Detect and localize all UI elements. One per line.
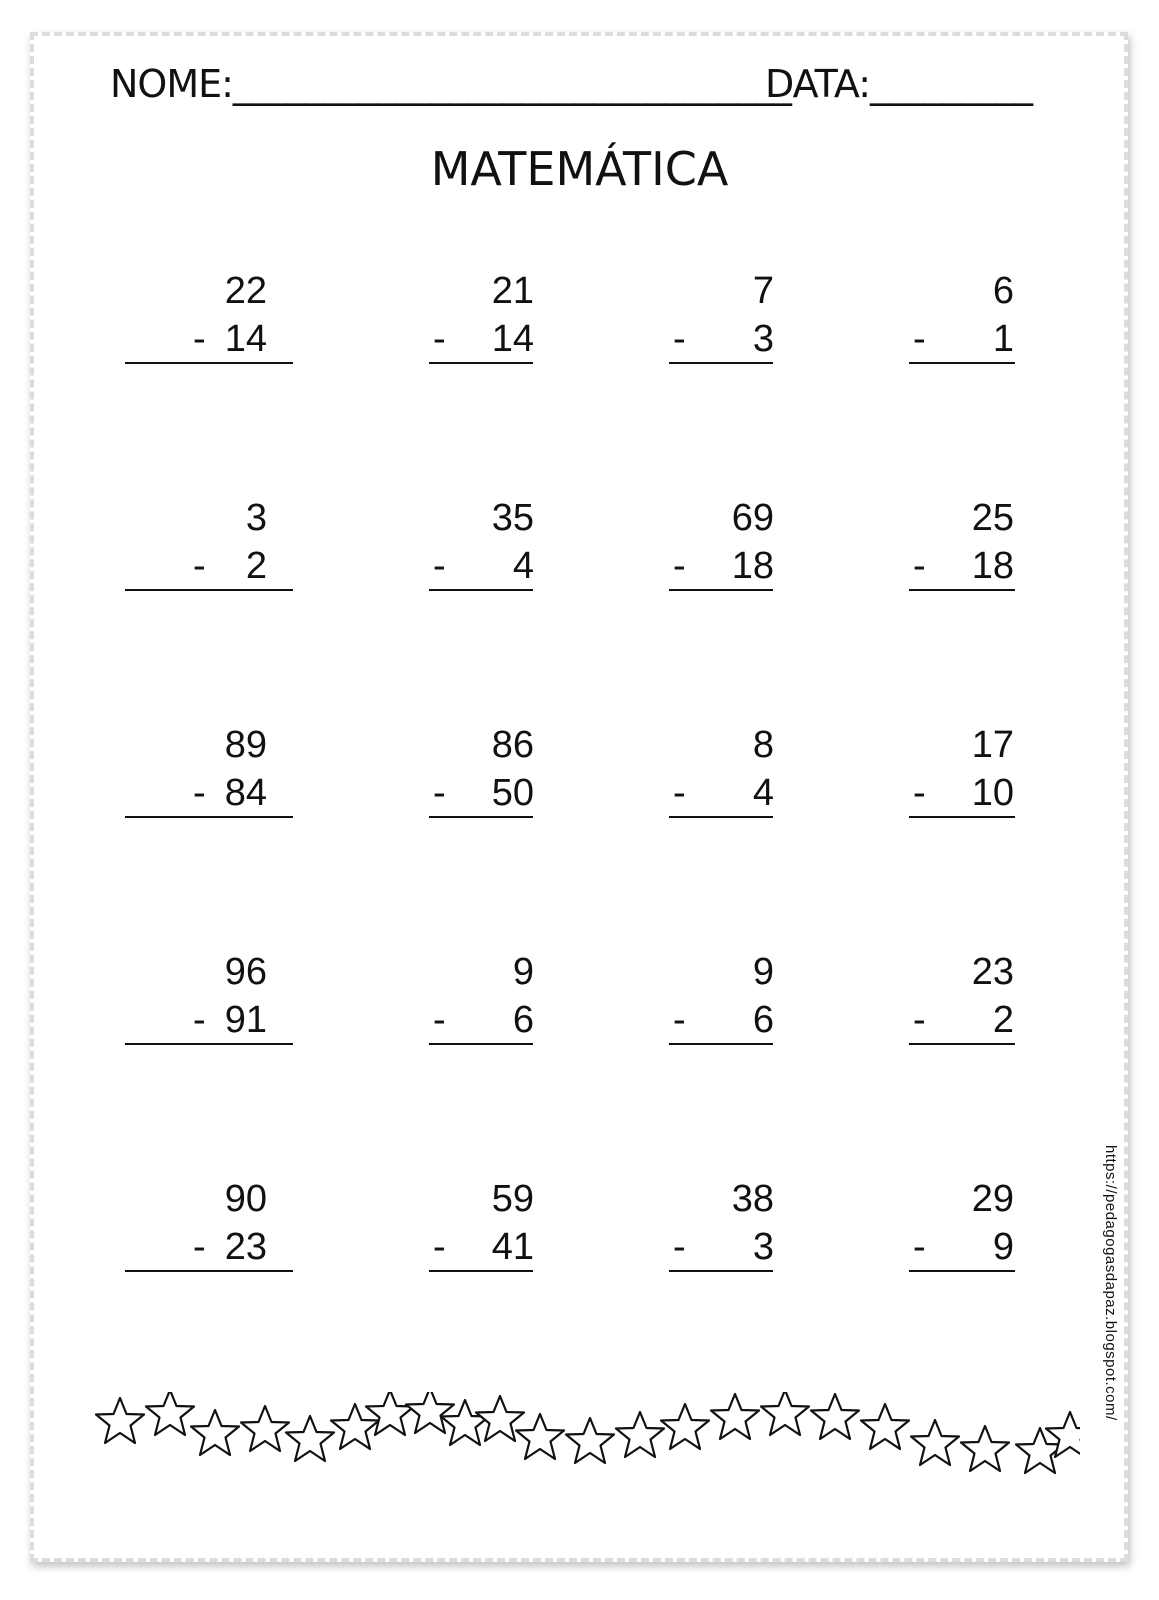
subtrahend: 18 [971, 545, 1014, 587]
subtraction-problem [909, 1178, 1059, 1278]
minuend: 59 [491, 1178, 534, 1220]
minus-sign: - [913, 318, 926, 360]
minuend: 69 [731, 497, 774, 539]
subtrahend: 91 [224, 999, 267, 1041]
minus-sign: - [433, 545, 446, 587]
subtraction-problem [429, 951, 579, 1051]
minuend: 7 [752, 270, 774, 312]
minus-sign: - [433, 999, 446, 1041]
minus-sign: - [193, 999, 206, 1041]
subtrahend: 2 [992, 999, 1014, 1041]
header-row [110, 62, 1033, 112]
name-field-label: NOME:_______________________________ [110, 62, 791, 106]
subtraction-problem [909, 951, 1059, 1051]
minus-sign: - [433, 318, 446, 360]
answer-line [669, 816, 773, 818]
answer-line [429, 1043, 533, 1045]
answer-line [125, 589, 293, 591]
subtraction-problem [429, 497, 579, 597]
minus-sign: - [913, 1226, 926, 1268]
subtrahend: 9 [992, 1226, 1014, 1268]
subtraction-problem [909, 270, 1059, 370]
answer-line [125, 816, 293, 818]
minuend: 6 [992, 270, 1014, 312]
subtrahend: 50 [491, 772, 534, 814]
minuend: 9 [512, 951, 534, 993]
answer-line [909, 1043, 1015, 1045]
minus-sign: - [673, 318, 686, 360]
subtraction-problem [125, 951, 275, 1051]
subtrahend: 3 [752, 318, 774, 360]
minuend: 96 [224, 951, 267, 993]
subtraction-problem [669, 951, 819, 1051]
answer-line [669, 362, 773, 364]
answer-line [669, 589, 773, 591]
minuend: 21 [491, 270, 534, 312]
subtrahend: 10 [971, 772, 1014, 814]
minus-sign: - [193, 772, 206, 814]
minuend: 23 [971, 951, 1014, 993]
minus-sign: - [673, 545, 686, 587]
subtrahend: 14 [224, 318, 267, 360]
minuend: 9 [752, 951, 774, 993]
subtraction-problem [125, 724, 275, 824]
subtrahend: 84 [224, 772, 267, 814]
answer-line [669, 1270, 773, 1272]
date-field-label: DATA:_________ [765, 62, 1033, 106]
minuend: 86 [491, 724, 534, 766]
minuend: 35 [491, 497, 534, 539]
minus-sign: - [673, 1226, 686, 1268]
answer-line [429, 589, 533, 591]
minuend: 89 [224, 724, 267, 766]
answer-line [429, 362, 533, 364]
subtraction-problem [909, 724, 1059, 824]
minuend: 29 [971, 1178, 1014, 1220]
source-url-watermark: https://pedagogasdapaz.blogspot.com/ [1102, 1145, 1119, 1421]
minuend: 22 [224, 270, 267, 312]
subtrahend: 4 [752, 772, 774, 814]
subtrahend: 2 [245, 545, 267, 587]
minus-sign: - [913, 772, 926, 814]
minus-sign: - [433, 772, 446, 814]
minus-sign: - [433, 1226, 446, 1268]
minuend: 90 [224, 1178, 267, 1220]
subtrahend: 23 [224, 1226, 267, 1268]
subtraction-problem [669, 724, 819, 824]
minuend: 25 [971, 497, 1014, 539]
subtraction-problem [669, 497, 819, 597]
answer-line [125, 1270, 293, 1272]
star-border-icon [95, 1392, 1080, 1482]
subtrahend: 18 [731, 545, 774, 587]
subtrahend: 3 [752, 1226, 774, 1268]
subtraction-problem [669, 1178, 819, 1278]
subtraction-problem [429, 724, 579, 824]
minus-sign: - [193, 318, 206, 360]
answer-line [909, 362, 1015, 364]
subtrahend: 14 [491, 318, 534, 360]
subtraction-problem [125, 497, 275, 597]
minus-sign: - [913, 545, 926, 587]
minuend: 8 [752, 724, 774, 766]
subtrahend: 1 [992, 318, 1014, 360]
answer-line [125, 1043, 293, 1045]
answer-line [125, 362, 293, 364]
subtraction-problem [669, 270, 819, 370]
subtrahend: 6 [512, 999, 534, 1041]
subtraction-problem [125, 270, 275, 370]
subtraction-problem [429, 1178, 579, 1278]
subtrahend: 41 [491, 1226, 534, 1268]
minuend: 17 [971, 724, 1014, 766]
page-title: MATEMÁTICA [430, 142, 729, 196]
subtraction-problem [429, 270, 579, 370]
minus-sign: - [193, 545, 206, 587]
answer-line [909, 589, 1015, 591]
minus-sign: - [673, 772, 686, 814]
answer-line [669, 1043, 773, 1045]
answer-line [909, 1270, 1015, 1272]
minus-sign: - [673, 999, 686, 1041]
minuend: 3 [245, 497, 267, 539]
answer-line [909, 816, 1015, 818]
minus-sign: - [193, 1226, 206, 1268]
answer-line [429, 816, 533, 818]
subtraction-problem [125, 1178, 275, 1278]
subtraction-problem [909, 497, 1059, 597]
minuend: 38 [731, 1178, 774, 1220]
answer-line [429, 1270, 533, 1272]
subtrahend: 6 [752, 999, 774, 1041]
minus-sign: - [913, 999, 926, 1041]
subtrahend: 4 [512, 545, 534, 587]
